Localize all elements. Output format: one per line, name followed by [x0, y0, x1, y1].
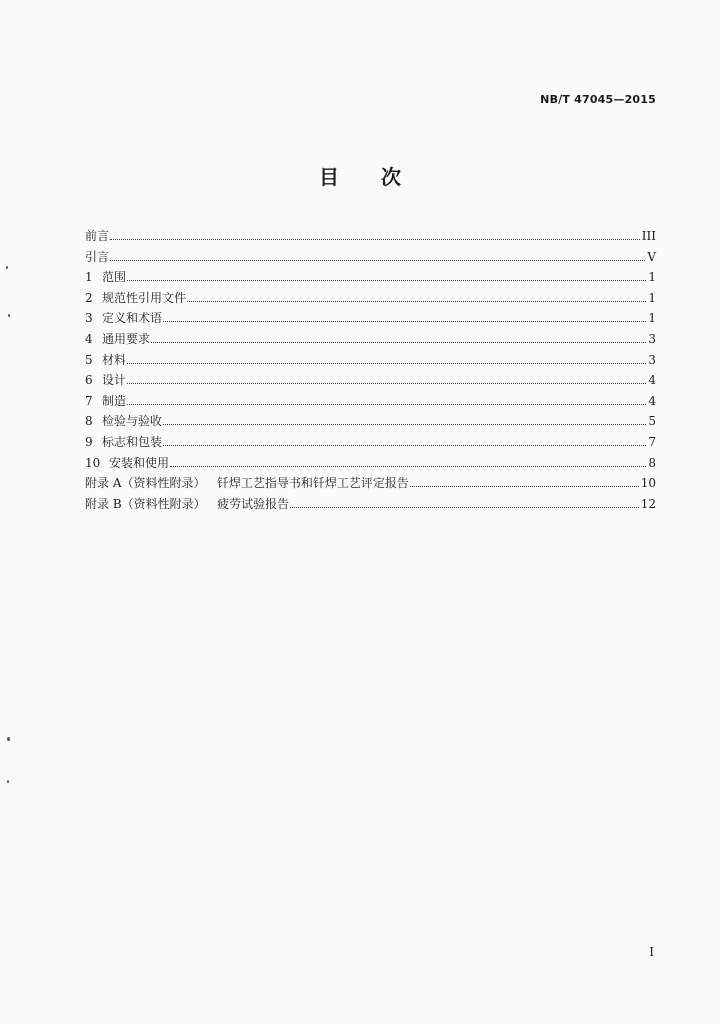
toc-leader-dots	[110, 238, 640, 240]
toc-entry[interactable]	[85, 350, 656, 371]
toc-entry[interactable]	[85, 473, 656, 494]
page-number: I	[649, 945, 654, 959]
toc-entry-page: 1	[648, 290, 656, 305]
toc-entry-page: 10	[640, 476, 656, 491]
toc-entry-number: 8	[85, 414, 93, 429]
toc-entry[interactable]	[85, 432, 656, 453]
toc-entry[interactable]	[85, 308, 656, 329]
toc-entry[interactable]	[85, 453, 656, 474]
toc-leader-dots	[163, 444, 646, 446]
toc-leader-dots	[170, 465, 646, 467]
toc-leader-dots	[127, 362, 646, 364]
toc-entry-label: 通用要求	[102, 331, 151, 346]
toc-entry-label: 设计	[102, 373, 127, 388]
toc-entry-label: 制造	[102, 393, 127, 408]
toc-entry-label: 前言	[85, 229, 110, 243]
toc-entry-number: 3	[85, 311, 93, 326]
toc-leader-dots	[151, 341, 646, 343]
toc-leader-dots	[127, 382, 646, 384]
toc-entry-label: 标志和包装	[102, 434, 163, 449]
toc-leader-dots	[410, 485, 639, 487]
toc-entry-number: 10	[85, 455, 101, 470]
toc-entry-page: 8	[648, 455, 656, 470]
toc-leader-dots	[163, 423, 646, 425]
toc-entry-page: 1	[648, 311, 656, 326]
toc-entry-page: 7	[648, 434, 656, 449]
toc-leader-dots	[110, 259, 645, 261]
toc-entry-number: 5	[85, 352, 93, 367]
scan-speck	[7, 737, 10, 741]
toc-entry-label: 附录 A（资料性附录） 钎焊工艺指导书和钎焊工艺评定报告	[85, 476, 409, 491]
toc-leader-dots	[163, 320, 646, 322]
toc-entry-page: 4	[648, 393, 656, 408]
toc-entry-label: 引言	[85, 249, 110, 264]
toc-leader-dots	[127, 403, 646, 405]
toc-entry-page: 3	[648, 331, 656, 346]
toc-entry-page: 1	[648, 270, 656, 285]
toc-entry-number: 1	[85, 270, 93, 285]
toc-entry-label: 附录 B（资料性附录） 疲劳试验报告	[85, 496, 290, 511]
toc-entry-label: 范围	[102, 270, 127, 285]
toc-title-char-1: 目	[319, 165, 339, 189]
toc-entry-page: 5	[648, 414, 656, 429]
toc-entry[interactable]	[85, 247, 656, 268]
toc-entry[interactable]	[85, 391, 656, 412]
toc-entry[interactable]	[85, 226, 656, 247]
standard-code: NB/T 47045—2015	[540, 93, 656, 106]
toc-entry[interactable]	[85, 411, 656, 432]
toc-entry-label: 材料	[102, 352, 127, 367]
scan-speck	[8, 314, 10, 317]
toc-leader-dots	[127, 279, 646, 281]
toc-entry-page: III	[641, 229, 656, 243]
toc-entry-number: 6	[85, 373, 93, 388]
toc-entry-number: 9	[85, 434, 93, 449]
scan-speck	[7, 780, 9, 783]
toc-entry[interactable]	[85, 494, 656, 515]
toc-entry-page: 12	[640, 496, 656, 511]
toc-title-char-2: 次	[381, 165, 401, 189]
toc-title	[0, 161, 720, 190]
table-of-contents	[85, 226, 656, 514]
toc-entry-page: 3	[648, 352, 656, 367]
toc-leader-dots	[290, 506, 639, 508]
scan-speck	[6, 266, 8, 269]
toc-entry[interactable]	[85, 329, 656, 350]
toc-entry[interactable]	[85, 370, 656, 391]
toc-entry-label: 定义和术语	[102, 311, 163, 326]
toc-entry-label: 规范性引用文件	[102, 290, 187, 305]
toc-entry-number: 4	[85, 331, 93, 346]
toc-entry[interactable]	[85, 267, 656, 288]
toc-leader-dots	[187, 300, 646, 302]
toc-entry-page: V	[647, 249, 656, 264]
toc-entry-number: 2	[85, 290, 93, 305]
toc-entry-label: 检验与验收	[102, 414, 163, 429]
toc-entry-page: 4	[648, 373, 656, 388]
toc-entry-number: 7	[85, 393, 93, 408]
toc-entry[interactable]	[85, 288, 656, 309]
toc-entry-label: 安装和使用	[109, 455, 170, 470]
